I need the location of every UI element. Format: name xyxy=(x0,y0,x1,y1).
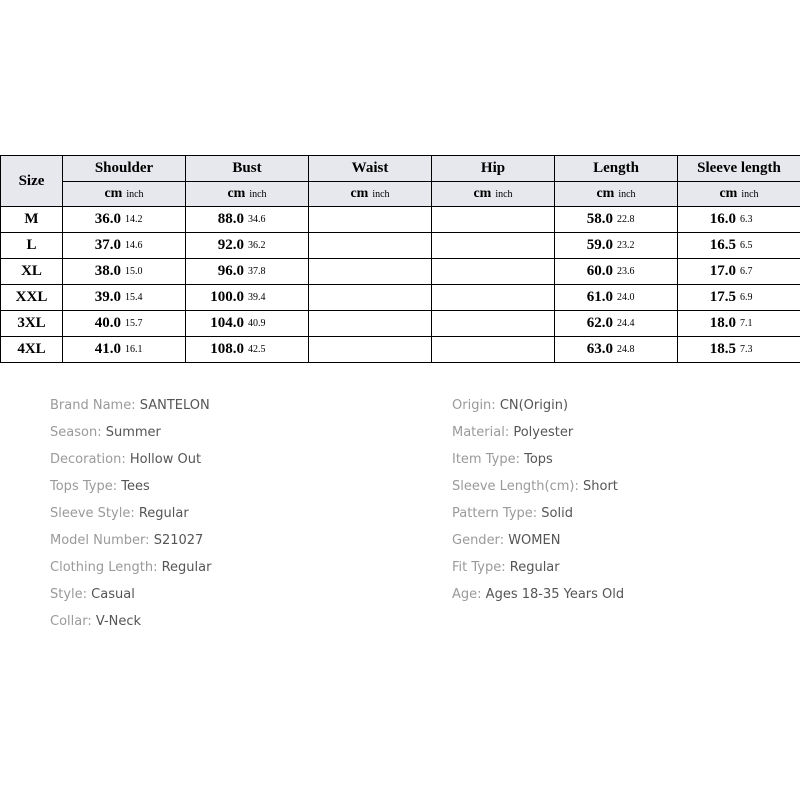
size-row xyxy=(1,207,800,233)
measurement-value xyxy=(555,259,677,284)
spec-key: Model Number xyxy=(50,533,146,548)
value-inch: 6.7 xyxy=(740,266,753,277)
value-inch: 37.8 xyxy=(248,266,266,277)
measurement-value xyxy=(309,233,431,258)
spec-separator: : xyxy=(112,479,122,494)
spec-separator: : xyxy=(130,506,139,521)
measurement-cell xyxy=(432,259,555,285)
unit-cm-label: cm xyxy=(227,186,246,201)
spec-row xyxy=(452,450,624,477)
measurement-value xyxy=(432,311,554,336)
spec-row xyxy=(452,531,624,558)
spec-row xyxy=(50,558,211,585)
measurement-value xyxy=(186,207,308,232)
spec-value: Polyester xyxy=(513,425,574,440)
spec-row xyxy=(452,558,624,585)
spec-separator: : xyxy=(532,506,542,521)
unit-header-cell xyxy=(186,182,309,207)
column-header-bust: Bust xyxy=(186,156,309,182)
value-cm: 41.0 xyxy=(94,341,121,357)
measurement-value xyxy=(555,311,677,336)
size-row xyxy=(1,311,800,337)
value-cm: 62.0 xyxy=(586,315,613,331)
measurement-value xyxy=(678,207,800,232)
spec-value: SANTELON xyxy=(139,398,210,413)
spec-separator: : xyxy=(491,398,500,413)
size-row xyxy=(1,337,800,363)
value-inch: 36.2 xyxy=(248,240,266,251)
measurement-cell xyxy=(555,337,678,363)
unit-inch-label: inch xyxy=(618,188,636,200)
unit-cm-label: cm xyxy=(350,186,369,201)
spec-separator: : xyxy=(145,533,154,548)
measurement-value xyxy=(678,337,800,362)
value-inch: 23.6 xyxy=(617,266,635,277)
value-cm: 60.0 xyxy=(586,263,613,279)
measurement-value xyxy=(432,207,554,232)
unit-cm-label: cm xyxy=(473,186,492,201)
value-cm: 40.0 xyxy=(94,315,121,331)
spec-separator: : xyxy=(121,452,130,467)
measurement-cell xyxy=(432,311,555,337)
value-inch: 14.6 xyxy=(125,240,143,251)
measurement-cell xyxy=(432,285,555,311)
spec-value: V-Neck xyxy=(95,614,142,629)
spec-key: Material xyxy=(452,425,505,440)
measurement-value xyxy=(678,233,800,258)
value-inch: 39.4 xyxy=(248,292,266,303)
spec-key: Brand Name xyxy=(50,398,132,413)
measurement-value xyxy=(186,337,308,362)
specs-right-column xyxy=(452,396,624,612)
unit-cm-label: cm xyxy=(719,186,738,201)
value-cm: 18.0 xyxy=(709,315,736,331)
measurement-cell xyxy=(309,337,432,363)
spec-separator: : xyxy=(515,452,525,467)
value-inch: 15.0 xyxy=(125,266,143,277)
size-label: XL xyxy=(1,259,63,285)
spec-key: Decoration xyxy=(50,452,122,467)
size-row xyxy=(1,259,800,285)
value-cm: 37.0 xyxy=(94,237,121,253)
unit-labels xyxy=(432,186,554,202)
measurement-value xyxy=(63,207,185,232)
value-inch: 34.6 xyxy=(248,214,266,225)
value-cm: 39.0 xyxy=(94,289,121,305)
unit-header-cell xyxy=(63,182,186,207)
measurement-cell xyxy=(186,311,309,337)
unit-inch-label: inch xyxy=(126,188,144,200)
spec-row xyxy=(50,504,211,531)
unit-inch-label: inch xyxy=(372,188,390,200)
spec-key: Sleeve Length(cm) xyxy=(452,479,575,494)
spec-key: Pattern Type xyxy=(452,506,533,521)
spec-value: Summer xyxy=(105,425,161,440)
spec-row xyxy=(452,477,624,504)
spec-separator: : xyxy=(501,560,510,575)
spec-value: Ages 18-35 Years Old xyxy=(485,587,625,602)
spec-key: Gender xyxy=(452,533,500,548)
measurement-cell xyxy=(186,285,309,311)
measurement-cell xyxy=(186,207,309,233)
spec-value: Regular xyxy=(509,560,560,575)
measurement-cell xyxy=(186,259,309,285)
spec-value: S21027 xyxy=(153,533,204,548)
value-inch: 7.1 xyxy=(740,318,753,329)
unit-header-cell xyxy=(678,182,800,207)
unit-inch-label: inch xyxy=(249,188,267,200)
size-label: XXL xyxy=(1,285,63,311)
measurement-value xyxy=(186,285,308,310)
measurement-value xyxy=(309,207,431,232)
value-cm: 17.5 xyxy=(709,289,736,305)
value-inch: 6.3 xyxy=(740,214,753,225)
spec-key: Collar xyxy=(50,614,88,629)
column-header-waist: Waist xyxy=(309,156,432,182)
spec-key: Season xyxy=(50,425,98,440)
size-column-header: Size xyxy=(1,156,63,207)
spec-key: Tops Type xyxy=(50,479,113,494)
spec-row xyxy=(50,477,211,504)
value-inch: 42.5 xyxy=(248,344,266,355)
measurement-value xyxy=(309,259,431,284)
value-cm: 92.0 xyxy=(217,237,244,253)
spec-row xyxy=(50,585,211,612)
spec-value: Tops xyxy=(524,452,553,467)
column-header-sleeve-length: Sleeve length xyxy=(678,156,800,182)
value-inch: 22.8 xyxy=(617,214,635,225)
measurement-value xyxy=(555,337,677,362)
value-cm: 36.0 xyxy=(94,211,121,227)
size-chart-table xyxy=(0,155,800,363)
measurement-value xyxy=(678,259,800,284)
spec-key: Fit Type xyxy=(452,560,502,575)
value-cm: 104.0 xyxy=(210,315,244,331)
spec-key: Origin xyxy=(452,398,492,413)
spec-value: Short xyxy=(583,479,618,494)
measurement-value xyxy=(63,285,185,310)
measurement-cell xyxy=(432,233,555,259)
spec-row xyxy=(452,585,624,612)
measurement-value xyxy=(186,233,308,258)
measurement-cell xyxy=(63,207,186,233)
unit-labels xyxy=(63,186,185,202)
value-inch: 24.8 xyxy=(617,344,635,355)
spec-separator: : xyxy=(574,479,583,494)
measurement-value xyxy=(555,233,677,258)
measurement-cell xyxy=(678,259,800,285)
spec-value: CN(Origin) xyxy=(499,398,569,413)
column-header-hip: Hip xyxy=(432,156,555,182)
measurement-cell xyxy=(555,207,678,233)
value-inch: 24.4 xyxy=(617,318,635,329)
measurement-cell xyxy=(63,233,186,259)
unit-inch-label: inch xyxy=(495,188,513,200)
spec-row xyxy=(50,612,211,639)
measurement-cell xyxy=(309,233,432,259)
spec-separator: : xyxy=(97,425,106,440)
size-row xyxy=(1,285,800,311)
spec-separator: : xyxy=(82,587,92,602)
unit-labels xyxy=(309,186,431,202)
measurement-value xyxy=(678,311,800,336)
spec-separator: : xyxy=(504,425,514,440)
value-cm: 59.0 xyxy=(586,237,613,253)
value-inch: 24.0 xyxy=(617,292,635,303)
measurement-cell xyxy=(678,311,800,337)
spec-value: Regular xyxy=(138,506,189,521)
spec-value: Tees xyxy=(121,479,150,494)
value-cm: 38.0 xyxy=(94,263,121,279)
measurement-cell xyxy=(555,233,678,259)
measurement-value xyxy=(63,233,185,258)
measurement-cell xyxy=(63,259,186,285)
value-cm: 61.0 xyxy=(586,289,613,305)
spec-separator: : xyxy=(477,587,486,602)
measurement-cell xyxy=(309,207,432,233)
spec-separator: : xyxy=(87,614,96,629)
spec-row xyxy=(452,396,624,423)
measurement-cell xyxy=(309,311,432,337)
spec-row xyxy=(50,450,211,477)
spec-value: Solid xyxy=(541,506,573,521)
measurement-cell xyxy=(63,311,186,337)
measurement-cell xyxy=(678,207,800,233)
measurement-value xyxy=(63,337,185,362)
spec-separator: : xyxy=(153,560,162,575)
spec-row xyxy=(452,504,624,531)
measurement-value xyxy=(63,311,185,336)
value-inch: 15.7 xyxy=(125,318,143,329)
value-inch: 6.5 xyxy=(740,240,753,251)
value-cm: 96.0 xyxy=(217,263,244,279)
spec-value: Regular xyxy=(161,560,212,575)
value-inch: 6.9 xyxy=(740,292,753,303)
measurement-cell xyxy=(678,337,800,363)
measurement-cell xyxy=(678,285,800,311)
measurement-cell xyxy=(555,259,678,285)
measurement-value xyxy=(432,259,554,284)
measurement-cell xyxy=(678,233,800,259)
measurement-cell xyxy=(555,285,678,311)
unit-header-cell xyxy=(555,182,678,207)
size-label: 3XL xyxy=(1,311,63,337)
value-cm: 100.0 xyxy=(210,289,244,305)
spec-row xyxy=(50,531,211,558)
measurement-value xyxy=(432,337,554,362)
size-label: 4XL xyxy=(1,337,63,363)
column-header-length: Length xyxy=(555,156,678,182)
value-cm: 16.0 xyxy=(709,211,736,227)
column-header-shoulder: Shoulder xyxy=(63,156,186,182)
spec-key: Sleeve Style xyxy=(50,506,131,521)
spec-row xyxy=(50,423,211,450)
value-inch: 23.2 xyxy=(617,240,635,251)
spec-key: Clothing Length xyxy=(50,560,154,575)
spec-value: Hollow Out xyxy=(129,452,202,467)
measurement-cell xyxy=(432,207,555,233)
measurement-value xyxy=(309,337,431,362)
unit-header-cell xyxy=(309,182,432,207)
spec-row xyxy=(452,423,624,450)
measurement-cell xyxy=(555,311,678,337)
value-cm: 88.0 xyxy=(217,211,244,227)
unit-cm-label: cm xyxy=(104,186,123,201)
measurement-value xyxy=(432,285,554,310)
spec-key: Age xyxy=(452,587,478,602)
specs-left-column xyxy=(50,396,211,639)
spec-key: Style xyxy=(50,587,83,602)
measurement-value xyxy=(186,311,308,336)
measurement-value xyxy=(678,285,800,310)
measurement-value xyxy=(555,285,677,310)
unit-inch-label: inch xyxy=(741,188,759,200)
unit-header-cell xyxy=(432,182,555,207)
measurement-cell xyxy=(309,259,432,285)
measurement-value xyxy=(432,233,554,258)
measurement-cell xyxy=(186,337,309,363)
measurement-cell xyxy=(432,337,555,363)
value-cm: 58.0 xyxy=(586,211,613,227)
measurement-value xyxy=(309,285,431,310)
unit-labels xyxy=(678,186,800,202)
measurement-cell xyxy=(63,337,186,363)
value-inch: 16.1 xyxy=(125,344,143,355)
value-cm: 16.5 xyxy=(709,237,736,253)
value-cm: 17.0 xyxy=(709,263,736,279)
measurement-value xyxy=(186,259,308,284)
value-inch: 7.3 xyxy=(740,344,753,355)
spec-separator: : xyxy=(499,533,509,548)
spec-value: Casual xyxy=(91,587,135,602)
spec-value: WOMEN xyxy=(508,533,561,548)
measurement-cell xyxy=(309,285,432,311)
spec-separator: : xyxy=(131,398,140,413)
value-inch: 14.2 xyxy=(125,214,143,225)
value-cm: 18.5 xyxy=(709,341,736,357)
value-inch: 15.4 xyxy=(125,292,143,303)
measurement-cell xyxy=(63,285,186,311)
size-row xyxy=(1,233,800,259)
unit-labels xyxy=(555,186,677,202)
size-label: M xyxy=(1,207,63,233)
value-cm: 63.0 xyxy=(586,341,613,357)
size-label: L xyxy=(1,233,63,259)
spec-row xyxy=(50,396,211,423)
measurement-value xyxy=(555,207,677,232)
measurement-value xyxy=(63,259,185,284)
measurement-value xyxy=(309,311,431,336)
measurement-cell xyxy=(186,233,309,259)
unit-labels xyxy=(186,186,308,202)
unit-cm-label: cm xyxy=(596,186,615,201)
value-cm: 108.0 xyxy=(210,341,244,357)
spec-key: Item Type xyxy=(452,452,516,467)
value-inch: 40.9 xyxy=(248,318,266,329)
